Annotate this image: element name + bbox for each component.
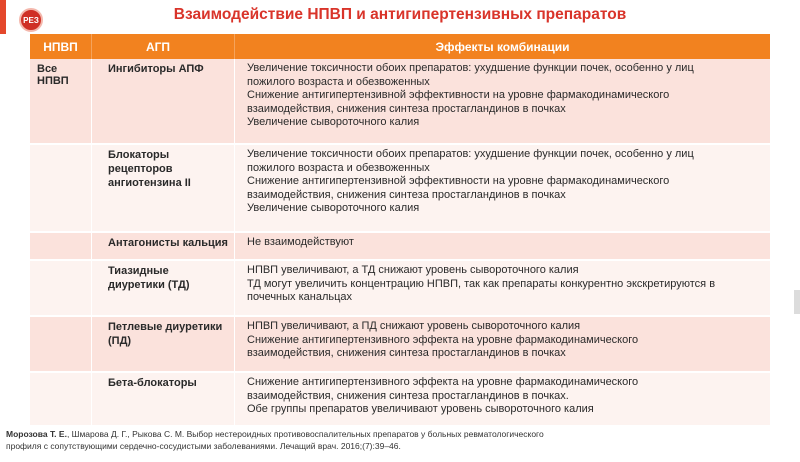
effects-cell [235,59,770,143]
table-row [30,233,770,259]
agp-cell: Ингибиторы АПФ [92,59,235,143]
table-body [30,59,770,425]
effect-line: Снижение антигипертензивной эффективности на уровне фармакодинамического [247,175,670,187]
agp-cell: Тиазидные диуретики (ТД) [92,261,235,315]
agp-cell: Антагонисты кальция [92,233,235,259]
effect-line: взаимодействия, снижения синтеза простагландинов в почках [247,188,566,201]
effect-line: взаимодействия, снижения синтеза простагландинов в почках [247,347,566,359]
effect-line: Увеличение токсичности обоих препаратов: ухудшение функции почек, особенно у лиц [247,62,694,74]
npvp-cell [30,373,92,425]
effect-line: Увеличение токсичности обоих препаратов: ухудшение функции почек, особенно у лиц [247,148,694,160]
effect-line: взаимодействия, снижения синтеза простагландинов в почках. [247,389,569,402]
header-effects: Эффекты комбинации [435,39,570,54]
npvp-cell [30,59,92,143]
table-row [30,59,770,143]
reference-author: Морозова Т. Е. [6,429,67,439]
effect-line: взаимодействия, снижения синтеза простагландинов в почках [247,102,566,115]
scroll-handle[interactable] [794,290,800,314]
table-row [30,261,770,315]
npvp-cell [30,317,92,371]
header-agp: АГП [92,34,235,59]
reference-footnote [6,428,544,452]
effects-cell [235,233,770,259]
agp-cell: Блокаторы рецепторов ангиотензина II [92,145,235,231]
effect-line: Обе группы препаратов увеличивают уровень сывороточного калия [247,403,594,415]
reference-authors-rest: , Шмарова Д. Г., Рыкова С. М. Выбор нестероидных противовоспалительных препаратов у больных ревматологического [66,429,544,439]
effect-line: Снижение антигипертензивной эффективности на уровне фармакодинамического [247,89,670,101]
npvp-label: Все НПВП [37,63,69,87]
effect-line: пожилого возраста и обезвоженных [247,161,430,174]
table-row [30,373,770,425]
table-header [30,33,770,59]
effects-cell [235,261,770,315]
effects-cell [235,145,770,231]
effect-line: Увеличение сывороточного калия [247,116,420,128]
effect-line: пожилого возраста и обезвоженных [247,75,430,88]
effect-line: Не взаимодействуют [247,236,354,248]
effect-line: ТД могут увеличить концентрацию НПВП, так как препараты конкурентно экскретируются в [247,277,716,290]
effect-line: Снижение антигипертензивного эффекта на уровне фармакодинамического [247,376,639,388]
agp-cell: Бета-блокаторы [92,373,235,425]
effect-line: Увеличение сывороточного калия [247,202,420,214]
page-title: Взаимодействие НПВП и антигипертензивных препаратов [173,6,627,23]
reference-line-2: профиля с сопутствующими сердечно-сосудистыми заболеваниями. Лечащий врач. 2016;(7):39–46. [6,441,401,451]
effect-line: НПВП увеличивают, а ПД снижают уровень сывороточного калия [247,320,581,332]
logo-icon: РЕЗ [19,8,43,32]
effects-cell [235,317,770,371]
interaction-table [30,33,770,425]
effects-cell [235,373,770,425]
effect-line: НПВП увеличивают, а ТД снижают уровень сывороточного калия [247,264,579,276]
reference-line-1 [6,428,544,440]
npvp-cell [30,233,92,259]
effect-line: Снижение антигипертензивного эффекта на уровне фармакодинамического [247,333,639,346]
npvp-cell [30,261,92,315]
table-row [30,317,770,371]
table-row [30,145,770,231]
npvp-cell [30,145,92,231]
agp-cell: Петлевые диуретики (ПД) [92,317,235,371]
effect-line: почечных канальцах [247,291,353,303]
header-npvp: НПВП [30,34,92,59]
